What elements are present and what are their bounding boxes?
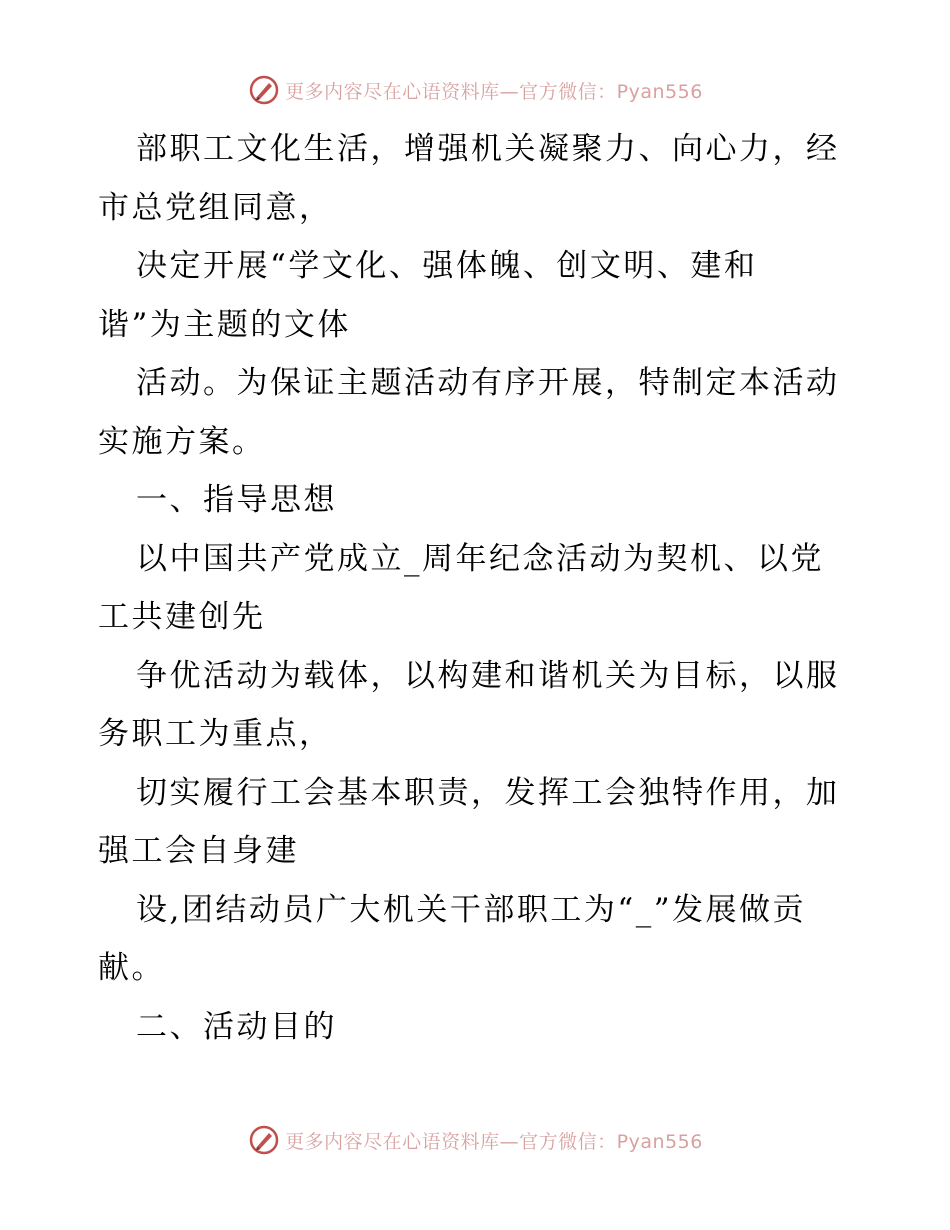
pen-logo-icon xyxy=(247,1123,281,1157)
text-line: 设,团结动员广大机关干部职工为“_”发展做贡 xyxy=(136,891,807,928)
text-line: 以中国共产党成立_周年纪念活动为契机、以党 xyxy=(136,540,824,577)
pen-logo-icon xyxy=(247,73,281,107)
document-body xyxy=(98,120,858,1056)
watermark-text: 更多内容尽在心语资料库—官方微信：Pyan556 xyxy=(285,1130,703,1153)
text-line: 献。 xyxy=(98,950,165,986)
section-heading: 二、活动目的 xyxy=(136,1008,337,1045)
text-line: 市总党组同意， xyxy=(98,189,333,226)
text-line: 切实履行工会基本职责，发挥工会独特作用，加 xyxy=(136,774,840,811)
text-line: 争优活动为载体，以构建和谐机关为目标，以服 xyxy=(136,657,840,694)
text-line: 活动。为保证主题活动有序开展，特制定本活动 xyxy=(136,365,840,401)
text-line: 谐”为主题的文体 xyxy=(98,306,351,343)
text-line: 决定开展“学文化、强体魄、创文明、建和 xyxy=(136,248,758,284)
text-line: 部职工文化生活，增强机关凝聚力、向心力，经 xyxy=(136,131,840,167)
footer-watermark xyxy=(0,1120,950,1160)
watermark-text: 更多内容尽在心语资料库—官方微信：Pyan556 xyxy=(285,80,703,103)
text-line: 实施方案。 xyxy=(98,423,266,460)
section-heading: 一、指导思想 xyxy=(136,482,337,518)
text-line: 务职工为重点， xyxy=(98,716,333,752)
header-watermark xyxy=(0,70,950,110)
text-line: 工共建创先 xyxy=(98,599,266,635)
text-line: 强工会自身建 xyxy=(98,833,299,869)
